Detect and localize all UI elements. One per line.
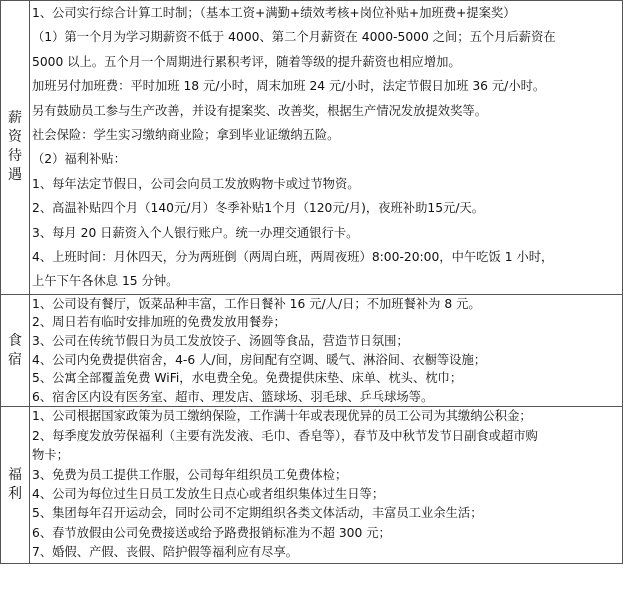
board-content <box>30 294 623 407</box>
salary-line: 社会保险：学生实习缴纳商业险；拿到毕业证缴纳五险。 <box>32 128 340 143</box>
salary-line: 上午下午各休息 15 分钟。 <box>32 274 179 289</box>
salary-line: 另有鼓励员工参与生产改善，并设有提案奖、改善奖，根据生产情况发放提效奖等。 <box>32 103 487 118</box>
category-board-label: 食 宿 <box>8 332 22 368</box>
category-board <box>1 294 30 407</box>
salary-content <box>30 1 623 295</box>
section-welfare <box>1 407 623 563</box>
category-welfare-label: 福 利 <box>8 467 22 503</box>
section-salary <box>1 1 623 295</box>
welfare-line: 物卡； <box>32 448 69 463</box>
welfare-line: 1、公司根据国家政策为员工缴纳保险，工作满十年或表现优异的员工公司为其缴纳公积金； <box>32 409 532 424</box>
salary-line: （1）第一个月为学习期薪资不低于 4000、第二个月薪资在 4000-5000 之间；五个月后薪资在 <box>32 30 556 45</box>
salary-line: 2、高温补贴四个月（140元/月）冬季补贴1个月（120元/月)，夜班补助15元/天。 <box>32 201 485 216</box>
welfare-line: 3、免费为员工提供工作服，公司每年组织员工免费体检； <box>32 467 348 482</box>
board-line: 5、公寓全部覆盖免费 WiFi，水电费全免。免费提供床垫、床单、枕头、枕巾； <box>32 371 463 386</box>
salary-line: （2）福利补贴： <box>32 152 126 167</box>
salary-line: 3、每月 20 日薪资入个人银行账户。统一办理交通银行卡。 <box>32 225 359 240</box>
welfare-line: 7、婚假、产假、丧假、陪护假等福利应有尽享。 <box>32 545 299 560</box>
salary-line: 4、上班时间：月休四天，分为两班倒（两周白班，两周夜班）8:00-20:00，中午吃饭 1 小时， <box>32 250 554 265</box>
category-salary-label: 薪 资 待 遇 <box>8 110 22 184</box>
category-salary <box>1 1 30 295</box>
board-line: 6、宿舍区内设有医务室、超市、理发店、篮球场、羽毛球、乒乓球场等。 <box>32 389 434 404</box>
board-line: 3、公司在传统节假日为员工发放饺子、汤圆等食品，营造节日氛围； <box>32 334 409 349</box>
salary-line: 加班另付加班费：平时加班 18 元/小时，周末加班 24 元/小时，法定节假日加班 36 元/小时。 <box>32 79 546 94</box>
salary-line: 1、公司实行综合计算工时制；（基本工资+满勤+绩效考核+岗位补贴+加班费+提案奖） <box>32 6 516 20</box>
welfare-line: 4、公司为每位过生日员工发放生日点心或者组织集体过生日等； <box>32 487 385 502</box>
board-line: 1、公司设有餐厅，饭菜品种丰富，工作日餐补 16 元/人/日；不加班餐补为 8 元。 <box>32 296 481 311</box>
board-line: 2、周日若有临时安排加班的免费发放用餐券； <box>32 315 286 330</box>
board-line: 4、公司内免费提供宿舍，4-6 人/间，房间配有空调、暖气、淋浴间、衣橱等设施； <box>32 352 487 367</box>
welfare-line: 5、集团每年召开运动会，同时公司不定期组织各类文体活动，丰富员工业余生活； <box>32 506 483 521</box>
welfare-line: 2、每季度发放劳保福利（主要有洗发液、毛巾、香皂等），春节及中秋节发节日副食或超市购 <box>32 428 538 443</box>
welfare-line: 6、春节放假由公司免费接送或给予路费报销标准为不超 300 元； <box>32 525 391 540</box>
salary-line: 1、每年法定节假日，公司会向员工发放购物卡或过节物资。 <box>32 176 360 191</box>
section-board <box>1 294 623 407</box>
category-welfare <box>1 407 30 563</box>
salary-line: 5000 以上。五个月一个周期进行累积考评，随着等级的提升薪资也相应增加。 <box>32 54 461 69</box>
welfare-content <box>30 407 623 563</box>
